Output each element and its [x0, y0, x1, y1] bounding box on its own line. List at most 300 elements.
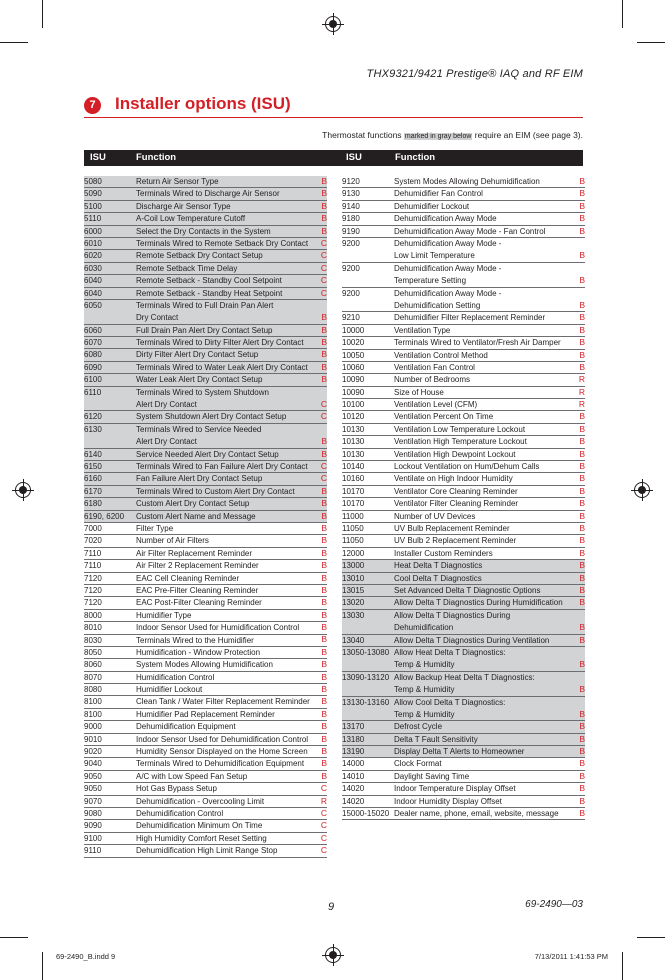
model-letter: R	[578, 399, 585, 410]
isu-code: 10060	[342, 362, 365, 372]
model-letter: B	[579, 473, 585, 484]
model-letter: B	[321, 361, 327, 372]
model-letter: B	[321, 213, 327, 224]
isu-code: 13050-13080	[342, 647, 390, 657]
table-row	[84, 362, 327, 374]
isu-code: 9190	[342, 226, 360, 236]
function-text: Dehumidifier Fan Control	[394, 189, 483, 199]
table-row	[84, 573, 327, 585]
isu-code: 9180	[342, 214, 360, 224]
function-cell	[136, 796, 320, 808]
function-cell	[136, 238, 320, 250]
function-text: Ventilation High Dewpoint Lockout	[394, 449, 516, 459]
model-letter: B	[321, 560, 327, 571]
isu-code: 13130-13160	[342, 697, 390, 707]
function-cell	[136, 709, 320, 721]
function-text: UV Bulb Replacement Reminder	[394, 523, 510, 533]
function-cell	[394, 288, 578, 313]
model-letter: B	[321, 671, 327, 682]
function-text: Low Limit Temperature	[394, 251, 475, 261]
isu-code: 9100	[84, 833, 102, 843]
model-letter: B	[579, 175, 585, 186]
isu-code: 11050	[342, 536, 364, 546]
function-text: Dehumidification Minimum On Time	[136, 821, 263, 831]
isu-code: 9040	[84, 759, 102, 769]
function-cell	[394, 461, 578, 473]
function-text: System Modes Allowing Humidification	[136, 660, 273, 670]
isu-code: 6080	[84, 350, 102, 360]
isu-table-right	[342, 176, 585, 820]
function-text: Fan Failure Alert Dry Contact Setup	[136, 474, 263, 484]
function-text: Allow Delta T Diagnostics During	[394, 610, 511, 620]
function-cell	[136, 201, 320, 213]
table-row	[342, 176, 585, 188]
function-text: Humidifier Type	[136, 610, 192, 620]
function-cell	[136, 734, 320, 746]
function-cell	[394, 498, 578, 510]
function-text: Hot Gas Bypass Setup	[136, 784, 217, 794]
isu-code: 10170	[342, 499, 365, 509]
table-row	[84, 597, 327, 609]
model-letter: B	[579, 361, 585, 372]
registration-mark-icon	[634, 482, 650, 498]
isu-code: 6040	[84, 288, 102, 298]
isu-code: 14000	[342, 759, 365, 769]
isu-table-left	[84, 176, 327, 858]
isu-code: 6150	[84, 462, 102, 472]
table-row	[84, 672, 327, 684]
table-row	[342, 783, 585, 795]
function-cell	[136, 275, 320, 287]
function-cell	[136, 461, 320, 473]
table-row	[342, 411, 585, 423]
isu-code: 6160	[84, 474, 102, 484]
table-row	[342, 238, 585, 263]
function-text: Indoor Humidity Display Offset	[394, 796, 502, 806]
model-letter: C	[320, 807, 327, 818]
registration-mark-icon	[325, 16, 341, 32]
function-text: Custom Alert Name and Message	[136, 511, 256, 521]
model-letter: B	[579, 622, 585, 633]
function-text: UV Bulb 2 Replacement Reminder	[394, 536, 517, 546]
isu-code: 10170	[342, 486, 365, 496]
function-text: System Shutdown Alert Dry Contact Setup	[136, 412, 287, 422]
function-text: Terminals Wired to Discharge Air Sensor	[136, 189, 280, 199]
table-row	[342, 201, 585, 213]
function-text: Humidification Control	[136, 672, 215, 682]
function-text: Terminals Wired to Custom Alert Dry Contact	[136, 486, 295, 496]
function-cell	[136, 250, 320, 262]
isu-code: 9120	[342, 177, 360, 186]
isu-code: 8070	[84, 672, 102, 682]
model-letter: B	[579, 746, 585, 757]
model-letter: C	[320, 250, 327, 261]
function-cell	[394, 238, 578, 263]
model-letter: B	[579, 485, 585, 496]
table-row	[342, 746, 585, 758]
table-row	[342, 523, 585, 535]
isu-code: 10160	[342, 474, 365, 484]
function-text: Filter Type	[136, 523, 174, 533]
function-text: Set Advanced Delta T Diagnostic Options	[394, 585, 541, 595]
function-text: Terminals Wired to Dirty Filter Alert Dry Contact	[136, 338, 304, 348]
isu-code: 13190	[342, 747, 365, 757]
function-text: Dehumidifier Filter Replacement Reminder	[394, 313, 546, 323]
function-text: Select the Dry Contacts in the System	[136, 226, 271, 236]
function-cell	[394, 523, 578, 535]
model-letter: R	[578, 386, 585, 397]
table-row	[84, 783, 327, 795]
model-letter: B	[579, 213, 585, 224]
function-text: Terminals Wired to Water Leak Alert Dry Contact	[136, 362, 308, 372]
model-letter: R	[320, 795, 327, 806]
model-letter: B	[579, 510, 585, 521]
function-cell	[394, 263, 578, 288]
function-cell	[394, 312, 578, 324]
function-cell	[136, 511, 320, 523]
function-cell	[394, 796, 578, 808]
table-row	[342, 535, 585, 547]
table-row	[84, 337, 327, 349]
function-cell	[136, 325, 320, 337]
table-row	[342, 771, 585, 783]
function-text: Temp & Humidity	[394, 709, 455, 719]
column-header-isu: ISU	[90, 152, 106, 163]
function-cell	[394, 573, 578, 585]
function-cell	[394, 213, 578, 225]
model-letter: C	[320, 287, 327, 298]
table-row	[84, 734, 327, 746]
isu-code: 6190, 6200	[84, 511, 125, 521]
function-cell	[394, 808, 578, 820]
isu-code: 9200	[342, 238, 360, 248]
function-cell	[394, 734, 578, 746]
table-row	[342, 672, 585, 697]
function-text: Heat Delta T Diagnostics	[394, 561, 483, 571]
function-text: Terminals Wired to the Humidifier	[136, 635, 254, 645]
function-cell	[394, 350, 578, 362]
function-text: Remote Setback Time Delay	[136, 263, 238, 273]
model-letter: B	[579, 535, 585, 546]
registration-mark-icon	[15, 482, 31, 498]
isu-code: 13020	[342, 598, 365, 608]
function-text: Ventilation Low Temperature Lockout	[394, 424, 526, 434]
function-cell	[136, 300, 320, 325]
isu-code: 9130	[342, 189, 360, 199]
function-cell	[136, 337, 320, 349]
isu-code: 9050	[84, 784, 102, 794]
model-letter: C	[320, 820, 327, 831]
function-text: Dehumidification - Overcooling Limit	[136, 796, 265, 806]
function-cell	[136, 411, 320, 423]
function-cell	[394, 362, 578, 374]
isu-code: 9140	[342, 201, 360, 211]
function-text: Ventilator Filter Cleaning Reminder	[394, 499, 519, 509]
function-text: Dehumidification Away Mode	[394, 214, 497, 224]
column-header-function: Function	[395, 152, 436, 163]
model-letter: B	[579, 448, 585, 459]
function-text: Remote Setback - Standby Heat Setpoint	[136, 288, 283, 298]
table-row	[342, 312, 585, 324]
function-text: Installer Custom Reminders	[394, 548, 493, 558]
model-letter: B	[321, 535, 327, 546]
function-text: Terminals Wired to System Shutdown	[136, 387, 269, 397]
table-row	[342, 288, 585, 313]
function-cell	[394, 560, 578, 572]
crop-mark	[42, 0, 43, 28]
function-text: EAC Post-Filter Cleaning Reminder	[136, 598, 262, 608]
function-text: System Modes Allowing Dehumidification	[394, 177, 540, 186]
crop-mark	[622, 0, 623, 28]
function-cell	[136, 808, 320, 820]
function-cell	[136, 647, 320, 659]
function-cell	[394, 610, 578, 635]
table-row	[342, 610, 585, 635]
isu-code: 8030	[84, 635, 102, 645]
model-letter: B	[579, 522, 585, 533]
table-row	[84, 263, 327, 275]
function-text: EAC Cell Cleaning Reminder	[136, 573, 240, 583]
function-cell	[136, 622, 320, 634]
function-cell	[394, 188, 578, 200]
model-letter: B	[321, 733, 327, 744]
table-row	[342, 498, 585, 510]
function-text: Clock Format	[394, 759, 442, 769]
print-slug-file: 69-2490_B.indd 9	[56, 952, 116, 961]
function-text: Terminals Wired to Remote Setback Dry Contact	[136, 238, 309, 248]
function-cell	[136, 597, 320, 609]
function-text: Ventilation High Temperature Lockout	[394, 437, 527, 447]
isu-code: 6090	[84, 362, 102, 372]
isu-code: 5090	[84, 189, 102, 199]
function-text: Water Leak Alert Dry Contact Setup	[136, 375, 263, 385]
isu-code: 9200	[342, 263, 360, 273]
isu-code: 13010	[342, 573, 365, 583]
isu-code: 13030	[342, 610, 365, 620]
table-row	[84, 349, 327, 361]
table-row	[84, 325, 327, 337]
table-row	[342, 697, 585, 722]
isu-code: 6170	[84, 486, 102, 496]
function-cell	[394, 511, 578, 523]
isu-code: 10090	[342, 387, 365, 397]
model-letter: B	[321, 510, 327, 521]
table-row	[84, 511, 327, 523]
function-text: Dehumidification Away Mode - Fan Control	[394, 226, 546, 236]
function-text: Remote Setback Dry Contact Setup	[136, 251, 263, 261]
table-row	[342, 573, 585, 585]
function-text: Ventilation Level (CFM)	[394, 400, 478, 410]
table-row	[84, 288, 327, 300]
function-cell	[136, 746, 320, 758]
isu-code: 8080	[84, 685, 102, 695]
isu-code: 6050	[84, 300, 102, 310]
function-text: Lockout Ventilation on Hum/Dehum Calls	[394, 462, 540, 472]
isu-code: 7120	[84, 585, 102, 595]
table-row	[342, 337, 585, 349]
model-letter: B	[579, 733, 585, 744]
function-cell	[394, 337, 578, 349]
isu-code: 9070	[84, 796, 102, 806]
table-row	[342, 635, 585, 647]
table-row	[84, 684, 327, 696]
table-row	[84, 275, 327, 287]
model-letter: B	[579, 795, 585, 806]
table-row	[342, 734, 585, 746]
function-cell	[136, 188, 320, 200]
isu-code: 10050	[342, 350, 365, 360]
function-text: EAC Pre-Filter Cleaning Reminder	[136, 585, 259, 595]
isu-code: 10140	[342, 462, 365, 472]
function-text: Temp & Humidity	[394, 685, 455, 695]
isu-code: 9110	[84, 846, 102, 856]
function-cell	[394, 176, 578, 188]
isu-code: 6040	[84, 276, 102, 286]
section-number-badge: 7	[84, 97, 101, 114]
model-letter: B	[579, 299, 585, 310]
function-cell	[394, 325, 578, 337]
function-text: Dehumidification Away Mode -	[394, 238, 502, 248]
function-text: Temperature Setting	[394, 276, 467, 286]
isu-code: 7000	[84, 523, 102, 533]
table-row	[342, 560, 585, 572]
function-cell	[136, 349, 320, 361]
function-text: High Humidity Comfort Reset Setting	[136, 833, 267, 843]
table-row	[84, 411, 327, 423]
function-text: Indoor Sensor Used for Humidification Control	[136, 623, 300, 633]
function-cell	[136, 486, 320, 498]
isu-code: 5080	[84, 177, 102, 186]
model-letter: C	[320, 262, 327, 273]
isu-code: 8100	[84, 709, 102, 719]
model-letter: B	[579, 783, 585, 794]
section-title: Installer options (ISU)	[115, 94, 291, 113]
model-letter: B	[321, 225, 327, 236]
function-text: Dehumidification Setting	[394, 300, 481, 310]
function-cell	[394, 449, 578, 461]
function-text: A/C with Low Speed Fan Setup	[136, 771, 248, 781]
function-cell	[136, 672, 320, 684]
model-letter: C	[320, 461, 327, 472]
model-letter: B	[321, 634, 327, 645]
table-row	[342, 213, 585, 225]
model-letter: B	[321, 498, 327, 509]
isu-code: 6010	[84, 238, 102, 248]
model-letter: B	[579, 684, 585, 695]
crop-mark	[622, 952, 623, 980]
function-cell	[394, 758, 578, 770]
table-row	[84, 486, 327, 498]
function-cell	[394, 771, 578, 783]
function-text: Clean Tank / Water Filter Replacement Reminder	[136, 697, 310, 707]
function-cell	[394, 585, 578, 597]
table-row	[342, 226, 585, 238]
model-letter: B	[321, 721, 327, 732]
function-text: Number of UV Devices	[394, 511, 476, 521]
model-letter: B	[321, 522, 327, 533]
print-slug-date: 7/13/2011 1:41:53 PM	[534, 952, 608, 961]
function-text: Dehumidification	[394, 623, 454, 633]
isu-code: 9210	[342, 313, 360, 323]
function-cell	[394, 783, 578, 795]
model-letter: C	[320, 275, 327, 286]
table-row	[342, 263, 585, 288]
function-cell	[136, 635, 320, 647]
table-row	[342, 387, 585, 399]
function-text: Remote Setback - Standby Cool Setpoint	[136, 276, 282, 286]
isu-code: 6130	[84, 424, 102, 434]
table-row	[342, 585, 585, 597]
table-row	[84, 721, 327, 733]
isu-code: 7110	[84, 561, 102, 571]
table-row	[84, 424, 327, 449]
function-cell	[136, 473, 320, 485]
isu-code: 6140	[84, 449, 102, 459]
isu-code: 5100	[84, 201, 102, 211]
isu-code: 14020	[342, 784, 365, 794]
table-row	[84, 820, 327, 832]
table-row	[84, 449, 327, 461]
table-row	[84, 746, 327, 758]
function-text: Dehumidification Away Mode -	[394, 288, 502, 298]
crop-mark	[0, 42, 28, 43]
model-letter: C	[320, 473, 327, 484]
isu-code: 13090-13120	[342, 672, 390, 682]
model-letter: B	[579, 411, 585, 422]
table-row	[342, 758, 585, 770]
function-text: Defrost Cycle	[394, 722, 443, 732]
table-row	[342, 808, 585, 820]
isu-code: 8060	[84, 660, 102, 670]
function-cell	[136, 263, 320, 275]
function-text: Number of Bedrooms	[394, 375, 471, 385]
model-letter: C	[320, 411, 327, 422]
function-text: Terminals Wired to Ventilator/Fresh Air Damper	[394, 338, 561, 348]
isu-code: 5110	[84, 214, 102, 224]
function-text: Allow Backup Heat Delta T Diagnostics:	[394, 672, 535, 682]
function-cell	[136, 771, 320, 783]
table-row	[84, 808, 327, 820]
model-letter: B	[321, 584, 327, 595]
function-cell	[136, 684, 320, 696]
function-cell	[394, 721, 578, 733]
model-letter: B	[579, 758, 585, 769]
function-cell	[394, 672, 578, 697]
table-row	[84, 300, 327, 325]
function-cell	[394, 647, 578, 672]
isu-code: 8010	[84, 623, 102, 633]
function-text: Humidifier Pad Replacement Reminder	[136, 709, 275, 719]
isu-code: 6030	[84, 263, 102, 273]
model-letter: B	[579, 275, 585, 286]
function-text: Ventilation Control Method	[394, 350, 488, 360]
function-text: Dealer name, phone, email, website, message	[394, 809, 559, 819]
table-row	[342, 721, 585, 733]
model-letter: C	[320, 783, 327, 794]
model-letter: R	[578, 374, 585, 385]
function-cell	[136, 820, 320, 832]
isu-code: 7120	[84, 573, 102, 583]
table-row	[84, 560, 327, 572]
model-letter: B	[321, 684, 327, 695]
table-row	[342, 597, 585, 609]
model-letter: B	[579, 337, 585, 348]
table-row	[342, 449, 585, 461]
function-cell	[136, 374, 320, 386]
isu-code: 10100	[342, 400, 365, 410]
table-row	[84, 213, 327, 225]
function-cell	[136, 288, 320, 300]
